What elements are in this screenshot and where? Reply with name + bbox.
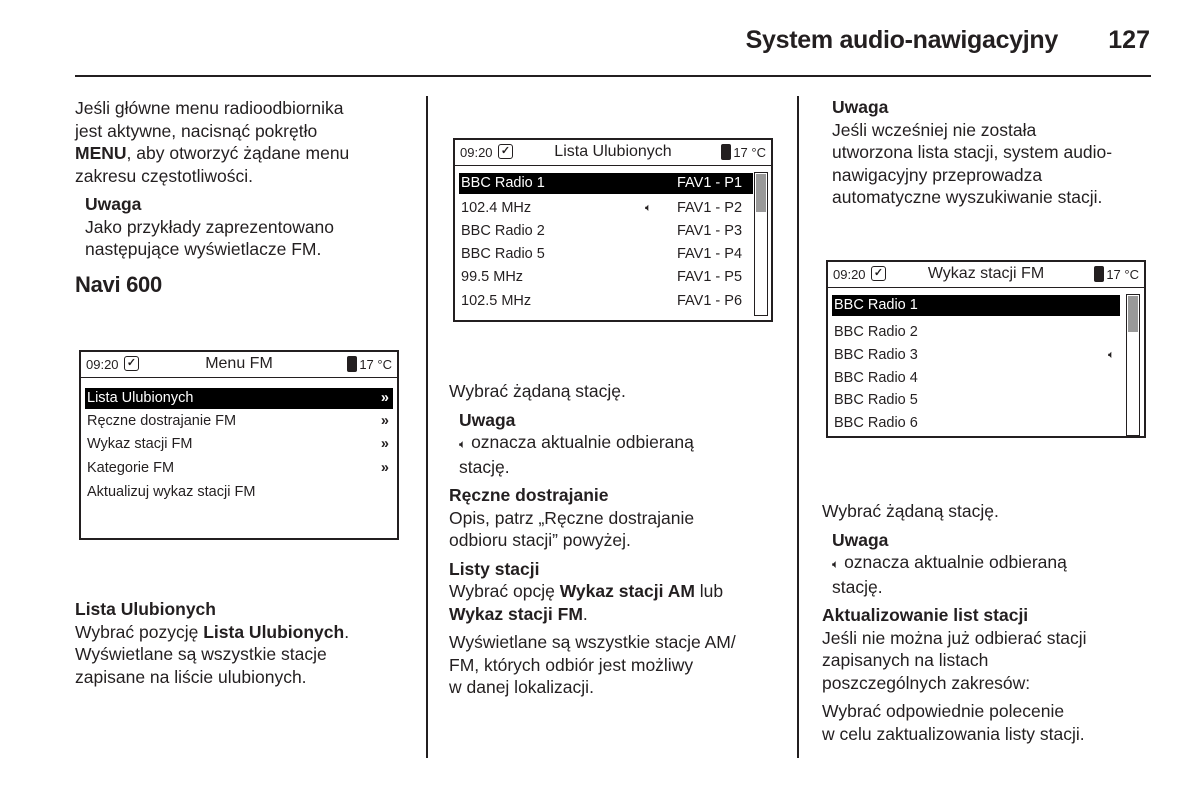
text-span: oznacza aktualnie odbieraną xyxy=(839,552,1067,572)
screen-status-bar xyxy=(81,352,397,378)
station-row[interactable] xyxy=(832,345,1120,366)
scrollbar[interactable] xyxy=(754,172,768,316)
note-heading: Uwaga xyxy=(832,97,889,117)
menu-item[interactable] xyxy=(85,434,393,455)
station-row[interactable] xyxy=(832,413,1120,434)
subsection-heading: Aktualizowanie list stacji xyxy=(822,605,1029,625)
station-fav: FAV1 - P4 xyxy=(677,246,743,262)
station-row[interactable] xyxy=(832,368,1120,389)
text-span: , aby otworzyć żądane menu xyxy=(126,143,350,163)
station-row[interactable] xyxy=(459,267,753,288)
menu-item-label: Lista Ulubionych xyxy=(87,390,194,406)
text-span: Wybrać opcję xyxy=(449,581,560,601)
station-name: BBC Radio 6 xyxy=(834,415,918,431)
menu-item[interactable] xyxy=(85,458,393,479)
speaker-icon: 🔈︎ xyxy=(459,437,467,451)
menu-item-label: Kategorie FM xyxy=(87,460,175,476)
station-name: BBC Radio 4 xyxy=(834,370,918,386)
text-line: utworzona lista stacji, system audio- xyxy=(832,142,1113,162)
text-line: Jeśli główne menu radioodbiornika xyxy=(75,98,344,118)
column-divider-1 xyxy=(426,96,428,758)
station-fav: FAV1 - P3 xyxy=(677,223,743,239)
page-number: 127 xyxy=(1108,26,1150,54)
speaker-icon: 🔈︎ xyxy=(1108,349,1115,361)
screen-status-bar xyxy=(828,262,1144,288)
station-row[interactable] xyxy=(459,244,753,265)
station-fav: FAV1 - P5 xyxy=(677,269,743,285)
bold-term: Lista Ulubionych xyxy=(203,621,345,642)
bold-term: MENU xyxy=(75,143,127,163)
screen-temperature: 17 °C xyxy=(1106,267,1139,282)
chevron-right-icon: » xyxy=(380,390,389,406)
column-divider-2 xyxy=(797,96,799,758)
text-line: następujące wyświetlacze FM. xyxy=(85,239,322,259)
text-span: Wybrać pozycję xyxy=(75,621,204,642)
section-title: Navi 600 xyxy=(75,272,162,297)
text-line: FM, których odbiór jest możliwy xyxy=(449,654,694,675)
text-line: jest aktywne, nacisnąć pokrętło xyxy=(75,120,318,141)
text-line xyxy=(449,603,794,626)
screen-status-bar xyxy=(455,140,771,166)
text-line: stację. xyxy=(832,576,883,597)
text-line: zapisane na liście ulubionych. xyxy=(75,666,307,687)
text-span: . xyxy=(344,621,350,642)
clock-icon: ✓ xyxy=(498,144,513,159)
bold-term: Wykaz stacji AM xyxy=(559,581,695,601)
text-line: Wyświetlane są wszystkie stacje AM/ xyxy=(449,632,736,652)
note-heading: Uwaga xyxy=(459,409,516,430)
text-line xyxy=(449,580,794,603)
chevron-right-icon: » xyxy=(380,413,389,429)
bold-term: Wykaz stacji FM xyxy=(449,603,583,624)
station-fav: FAV1 - P1 xyxy=(677,175,743,191)
scrollbar-thumb[interactable] xyxy=(1128,296,1138,332)
thermometer-icon xyxy=(1094,266,1104,282)
col3-note xyxy=(822,96,1162,209)
station-row[interactable] xyxy=(832,390,1120,411)
text-line: Wybrać żądaną stację. xyxy=(822,501,999,521)
note-heading: Uwaga xyxy=(85,194,142,214)
menu-item-label: Aktualizuj wykaz stacji FM xyxy=(87,484,256,500)
speaker-icon: 🔈︎ xyxy=(645,202,652,214)
station-row[interactable] xyxy=(459,291,753,312)
text-line: zapisanych na listach xyxy=(822,650,989,670)
scrollbar-thumb[interactable] xyxy=(756,174,766,212)
station-name: 102.4 MHz xyxy=(461,200,532,216)
text-span: lub xyxy=(694,581,724,601)
text-line: automatyczne wyszukiwanie stacji. xyxy=(832,187,1103,207)
text-line: Wybrać odpowiednie polecenie xyxy=(822,701,1065,721)
station-name: BBC Radio 1 xyxy=(461,175,545,191)
menu-item-label: Ręczne dostrajanie FM xyxy=(87,413,237,429)
screen-title: Wykaz stacji FM xyxy=(927,265,1045,282)
station-name: BBC Radio 5 xyxy=(461,246,545,262)
thermometer-icon xyxy=(347,356,357,372)
screen-menu-fm xyxy=(79,350,399,540)
station-row[interactable] xyxy=(459,198,753,219)
text-span: oznacza aktualnie odbieraną xyxy=(466,432,694,452)
subsection-heading: Listy stacji xyxy=(449,558,540,579)
text-line: poszczególnych zakresów: xyxy=(822,672,1031,693)
subsection-heading: Ręczne dostrajanie xyxy=(449,485,609,505)
chevron-right-icon: » xyxy=(380,436,389,452)
text-line: Jeśli nie można już odbierać stacji xyxy=(822,627,1087,648)
station-row[interactable] xyxy=(459,173,753,194)
page-header-title: System audio-nawigacyjny xyxy=(745,26,1058,54)
menu-item[interactable] xyxy=(85,388,393,409)
station-fav: FAV1 - P6 xyxy=(677,293,743,309)
clock-icon: ✓ xyxy=(871,266,886,281)
text-line: Wyświetlane są wszystkie stacje xyxy=(75,644,327,664)
header-rule xyxy=(75,75,1151,77)
screen-station-list xyxy=(826,260,1146,438)
screen-temperature: 17 °C xyxy=(359,357,392,372)
menu-item-label: Wykaz stacji FM xyxy=(87,436,193,452)
text-line xyxy=(75,621,420,644)
scrollbar[interactable] xyxy=(1126,294,1140,436)
station-name: 102.5 MHz xyxy=(461,293,532,309)
text-line: zakresu częstotliwości. xyxy=(75,165,253,186)
col3-text xyxy=(822,500,1162,745)
station-row[interactable] xyxy=(459,221,753,242)
screen-favourites xyxy=(453,138,773,322)
chevron-right-icon: » xyxy=(380,460,389,476)
station-fav: FAV1 - P2 xyxy=(677,200,743,216)
note-heading: Uwaga xyxy=(832,529,889,550)
screen-time: 09:20 xyxy=(86,357,119,372)
station-name: BBC Radio 3 xyxy=(834,347,918,363)
clock-icon: ✓ xyxy=(124,356,139,371)
col2-text xyxy=(449,380,794,699)
text-line xyxy=(449,431,794,456)
station-name: BBC Radio 2 xyxy=(461,223,545,239)
menu-item[interactable] xyxy=(85,482,393,503)
text-line: w danej lokalizacji. xyxy=(449,677,594,697)
text-line: Jako przykłady zaprezentowano xyxy=(85,216,335,237)
text-line xyxy=(75,142,420,165)
text-line: odbioru stacji” powyżej. xyxy=(449,530,631,550)
text-line: Wybrać żądaną stację. xyxy=(449,381,626,401)
text-line: stację. xyxy=(459,456,510,477)
station-row[interactable] xyxy=(832,322,1120,343)
text-line: Jeśli wcześniej nie została xyxy=(832,119,1037,140)
screen-time: 09:20 xyxy=(833,267,866,282)
text-line xyxy=(822,551,1162,576)
thermometer-icon xyxy=(721,144,731,160)
screen-time: 09:20 xyxy=(460,145,493,160)
col1-favourites xyxy=(75,598,420,688)
menu-item[interactable] xyxy=(85,411,393,432)
text-line: w celu zaktualizowania listy stacji. xyxy=(822,723,1085,744)
station-name: BBC Radio 5 xyxy=(834,392,918,408)
screen-temperature: 17 °C xyxy=(733,145,766,160)
station-name: BBC Radio 1 xyxy=(834,297,918,313)
station-name: 99.5 MHz xyxy=(461,269,524,285)
station-name: BBC Radio 2 xyxy=(834,324,918,340)
col1-intro xyxy=(75,97,420,261)
text-line: nawigacyjny przeprowadza xyxy=(832,164,1043,185)
screen-title: Lista Ulubionych xyxy=(554,143,672,160)
speaker-icon: 🔈︎ xyxy=(832,557,840,571)
text-span: . xyxy=(582,603,588,624)
station-row[interactable] xyxy=(832,295,1120,316)
text-line: Opis, patrz „Ręczne dostrajanie xyxy=(449,507,695,528)
screen-title: Menu FM xyxy=(205,355,273,372)
subsection-heading: Lista Ulubionych xyxy=(75,599,216,619)
